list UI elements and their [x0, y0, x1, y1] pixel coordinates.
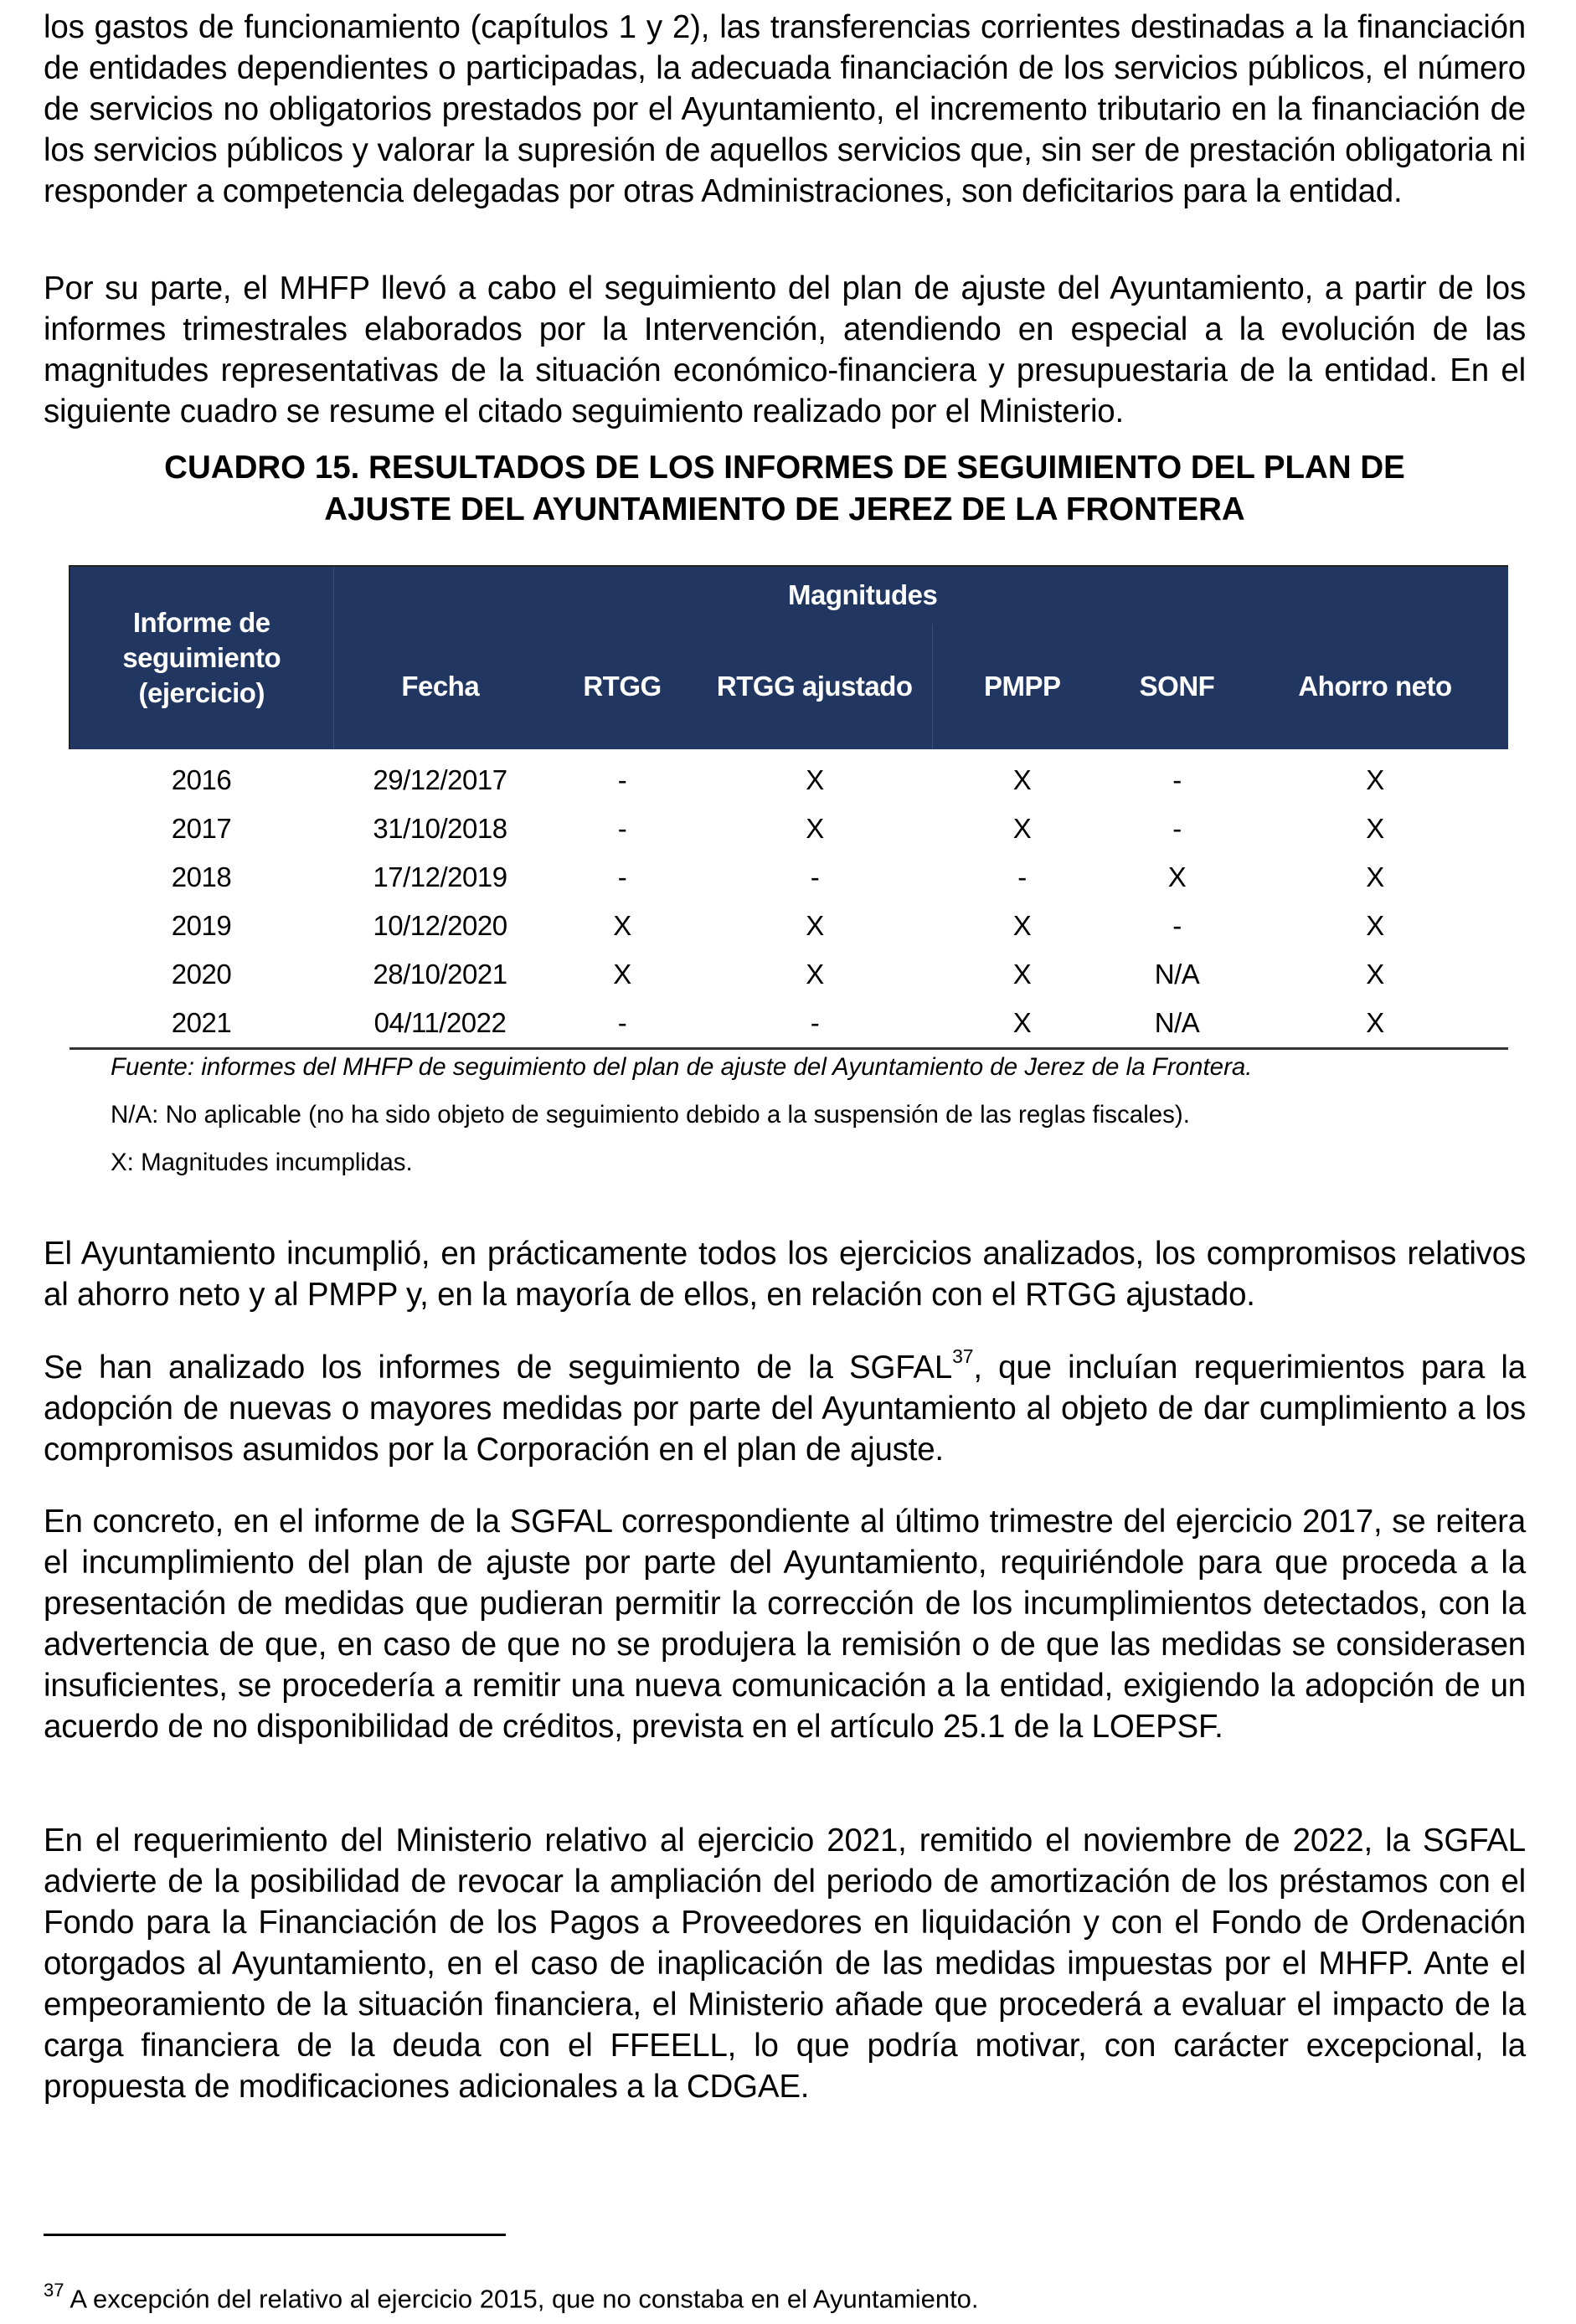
cell-sonf: N/A — [1154, 1007, 1200, 1038]
cell-rtgg: - — [617, 861, 627, 892]
cell-rtgg: X — [613, 959, 631, 990]
cell-ejercicio: 2016 — [171, 764, 232, 795]
cell-fecha: 31/10/2018 — [373, 813, 507, 844]
cell-pmpp: X — [1012, 1007, 1032, 1038]
paragraph-sgfal-text-after: , que incluían requerimientos para la adopción de nuevas o mayores medidas por parte del Ayuntamiento al objeto de dar cumplimiento a los compromisos asumidos por la Corporación en el plan de ajuste. — [44, 1350, 1526, 1468]
paragraph-sgfal-2017: En concreto, en el informe de la SGFAL correspondiente al último trimestre del ejercicio 2017, se reitera el incumplimiento del plan de ajuste por parte del Ayuntamiento, requiriéndole para que proceda a la presentación de medidas que pudieran permitir la corrección de los incumplimientos detectados, con la advertencia de que, en caso de que no se produjera la remisión o de que las medidas se considerasen insuficientes, se procedería a remitir una nueva comunicación a la entidad, exigiendo la adopción de un acuerdo de no disponibilidad de créditos, prevista en el artículo 25.1 de la LOEPSF. — [44, 1504, 1526, 1745]
header-fecha: Fecha — [333, 624, 547, 749]
cell-fecha: 17/12/2019 — [373, 861, 507, 892]
cell-pmpp: X — [1012, 910, 1032, 941]
footnote-divider — [44, 2234, 506, 2236]
header-ahorro-neto: Ahorro neto — [1242, 624, 1508, 749]
cell-fecha: 04/11/2022 — [373, 1007, 507, 1038]
table-caption-line-2: AJUSTE DEL AYUNTAMIENTO DE JEREZ DE LA FRONTERA — [324, 491, 1245, 527]
cell-ejercicio: 2017 — [171, 813, 232, 844]
header-informe-label: Informe de seguimiento (ejercicio) — [122, 607, 281, 708]
cell-sonf: - — [1172, 910, 1182, 941]
cell-ejercicio: 2018 — [171, 861, 232, 892]
table-na-note: N/A: No aplicable (no ha sido objeto de seguimiento debido a la suspensión de las reglas fiscales). — [111, 1101, 1190, 1129]
footnote-text: A excepción del relativo al ejercicio 2015, que no constaba en el Ayuntamiento. — [64, 2284, 979, 2314]
header-informe-seguimiento — [70, 566, 333, 749]
table-row — [70, 902, 1508, 950]
cell-ejercicio: 2021 — [171, 1007, 232, 1038]
cell-sonf: X — [1167, 861, 1187, 892]
header-magnitudes: Magnitudes — [547, 566, 1508, 624]
table-row — [70, 853, 1508, 902]
cell-sonf: - — [1172, 764, 1182, 795]
header-rtgg-ajustado: RTGG ajustado — [698, 624, 932, 749]
footnote-reference[interactable]: 37 — [952, 1345, 974, 1368]
cell-ahorro-neto: X — [1366, 861, 1384, 892]
paragraph-incumplimiento: El Ayuntamiento incumplió, en prácticamente todos los ejercicios analizados, los compromisos relativos al ahorro neto y al PMPP y, en la mayoría de ellos, en relación con el RTGG ajustado. — [44, 1236, 1526, 1313]
results-table-wrapper — [69, 565, 1507, 1050]
table-row — [70, 950, 1508, 999]
cell-rtgg-ajustado: X — [806, 764, 824, 795]
table-header — [70, 566, 1508, 749]
cell-pmpp: - — [1017, 861, 1027, 892]
cell-ejercicio: 2020 — [171, 959, 232, 990]
results-table — [69, 565, 1508, 1050]
cell-rtgg-ajustado: X — [806, 959, 824, 990]
cell-pmpp: X — [1012, 813, 1032, 844]
table-x-note: X: Magnitudes incumplidas. — [111, 1149, 413, 1176]
cell-rtgg-ajustado: - — [810, 1007, 820, 1038]
paragraph-funcionamiento: los gastos de funcionamiento (capítulos 1 y 2), las transferencias corrientes destinadas a la financiación de entidades dependientes o participadas, la adecuada financiación de los servicios públicos, el número de servicios no obligatorios prestados por el Ayuntamiento, el incremento tributario en la financiación de los servicios públicos y valorar la supresión de aquellos servicios que, sin ser de prestación obligatoria ni responder a competencia delegadas por otras Administraciones, son deficitarios para la entidad. — [44, 9, 1526, 209]
footnote — [44, 2275, 979, 2316]
cell-ahorro-neto: X — [1366, 910, 1384, 941]
footnote-number: 37 — [44, 2280, 64, 2301]
paragraph-seguimiento-mhfp: Por su parte, el MHFP llevó a cabo el seguimiento del plan de ajuste del Ayuntamiento, a partir de los informes trimestrales elaborados por la Intervención, atendiendo en especial a la evolución de las magnitudes representativas de la situación económico-financiera y presupuestaria de la entidad. En el siguiente cuadro se resume el citado seguimiento realizado por el Ministerio. — [44, 270, 1526, 429]
cell-sonf: N/A — [1154, 959, 1200, 990]
cell-rtgg: X — [613, 910, 631, 941]
cell-ahorro-neto: X — [1366, 764, 1384, 795]
cell-ahorro-neto: X — [1366, 813, 1384, 844]
cell-ahorro-neto: X — [1366, 1007, 1384, 1038]
cell-pmpp: X — [1012, 764, 1032, 795]
cell-fecha: 10/12/2020 — [373, 910, 507, 941]
table-row — [70, 805, 1508, 853]
paragraph-requerimiento-2021: En el requerimiento del Ministerio relativo al ejercicio 2021, remitido el noviembre de 2022, la SGFAL advierte de la posibilidad de revocar la ampliación del periodo de amortización de los préstamos con el Fondo para la Financiación de los Pagos a Proveedores en liquidación y con el Fondo de Ordenación otorgados al Ayuntamiento, en el caso de inaplicación de las medidas impuestas por el MHFP. Ante el empeoramiento de la situación financiera, el Ministerio añade que procederá a evaluar el impacto de la carga financiera de la deuda con el FFEELL, lo que podría motivar, con carácter excepcional, la propuesta de modificaciones adicionales a la CDGAE. — [44, 1823, 1526, 2105]
cell-rtgg: - — [617, 813, 627, 844]
cell-ahorro-neto: X — [1366, 959, 1384, 990]
paragraph-sgfal-informes — [44, 1347, 1526, 1470]
cell-rtgg-ajustado: - — [810, 861, 820, 892]
cell-rtgg: - — [617, 764, 627, 795]
table-notes — [111, 1053, 1534, 1196]
cell-rtgg-ajustado: X — [806, 813, 824, 844]
table-row — [70, 749, 1508, 805]
paragraph-sgfal-text-before: Se han analizado los informes de seguimiento de la SGFAL — [44, 1350, 953, 1386]
table-source-note: Fuente: informes del MHFP de seguimiento del plan de ajuste del Ayuntamiento de Jerez de la Frontera. — [111, 1053, 1253, 1081]
header-rtgg: RTGG — [547, 624, 698, 749]
header-blank — [333, 566, 547, 624]
table-caption — [44, 447, 1526, 531]
cell-ejercicio: 2019 — [171, 910, 232, 941]
cell-pmpp: X — [1012, 959, 1032, 990]
table-caption-line-1: CUADRO 15. RESULTADOS DE LOS INFORMES DE SEGUIMIENTO DEL PLAN DE — [164, 450, 1405, 486]
header-sonf: SONF — [1112, 624, 1242, 749]
table-row — [70, 999, 1508, 1049]
table-body — [70, 749, 1508, 1049]
cell-fecha: 28/10/2021 — [373, 959, 507, 990]
cell-sonf: - — [1172, 813, 1182, 844]
cell-rtgg-ajustado: X — [806, 910, 824, 941]
header-pmpp: PMPP — [932, 624, 1112, 749]
cell-rtgg: - — [617, 1007, 627, 1038]
cell-fecha: 29/12/2017 — [373, 764, 507, 795]
